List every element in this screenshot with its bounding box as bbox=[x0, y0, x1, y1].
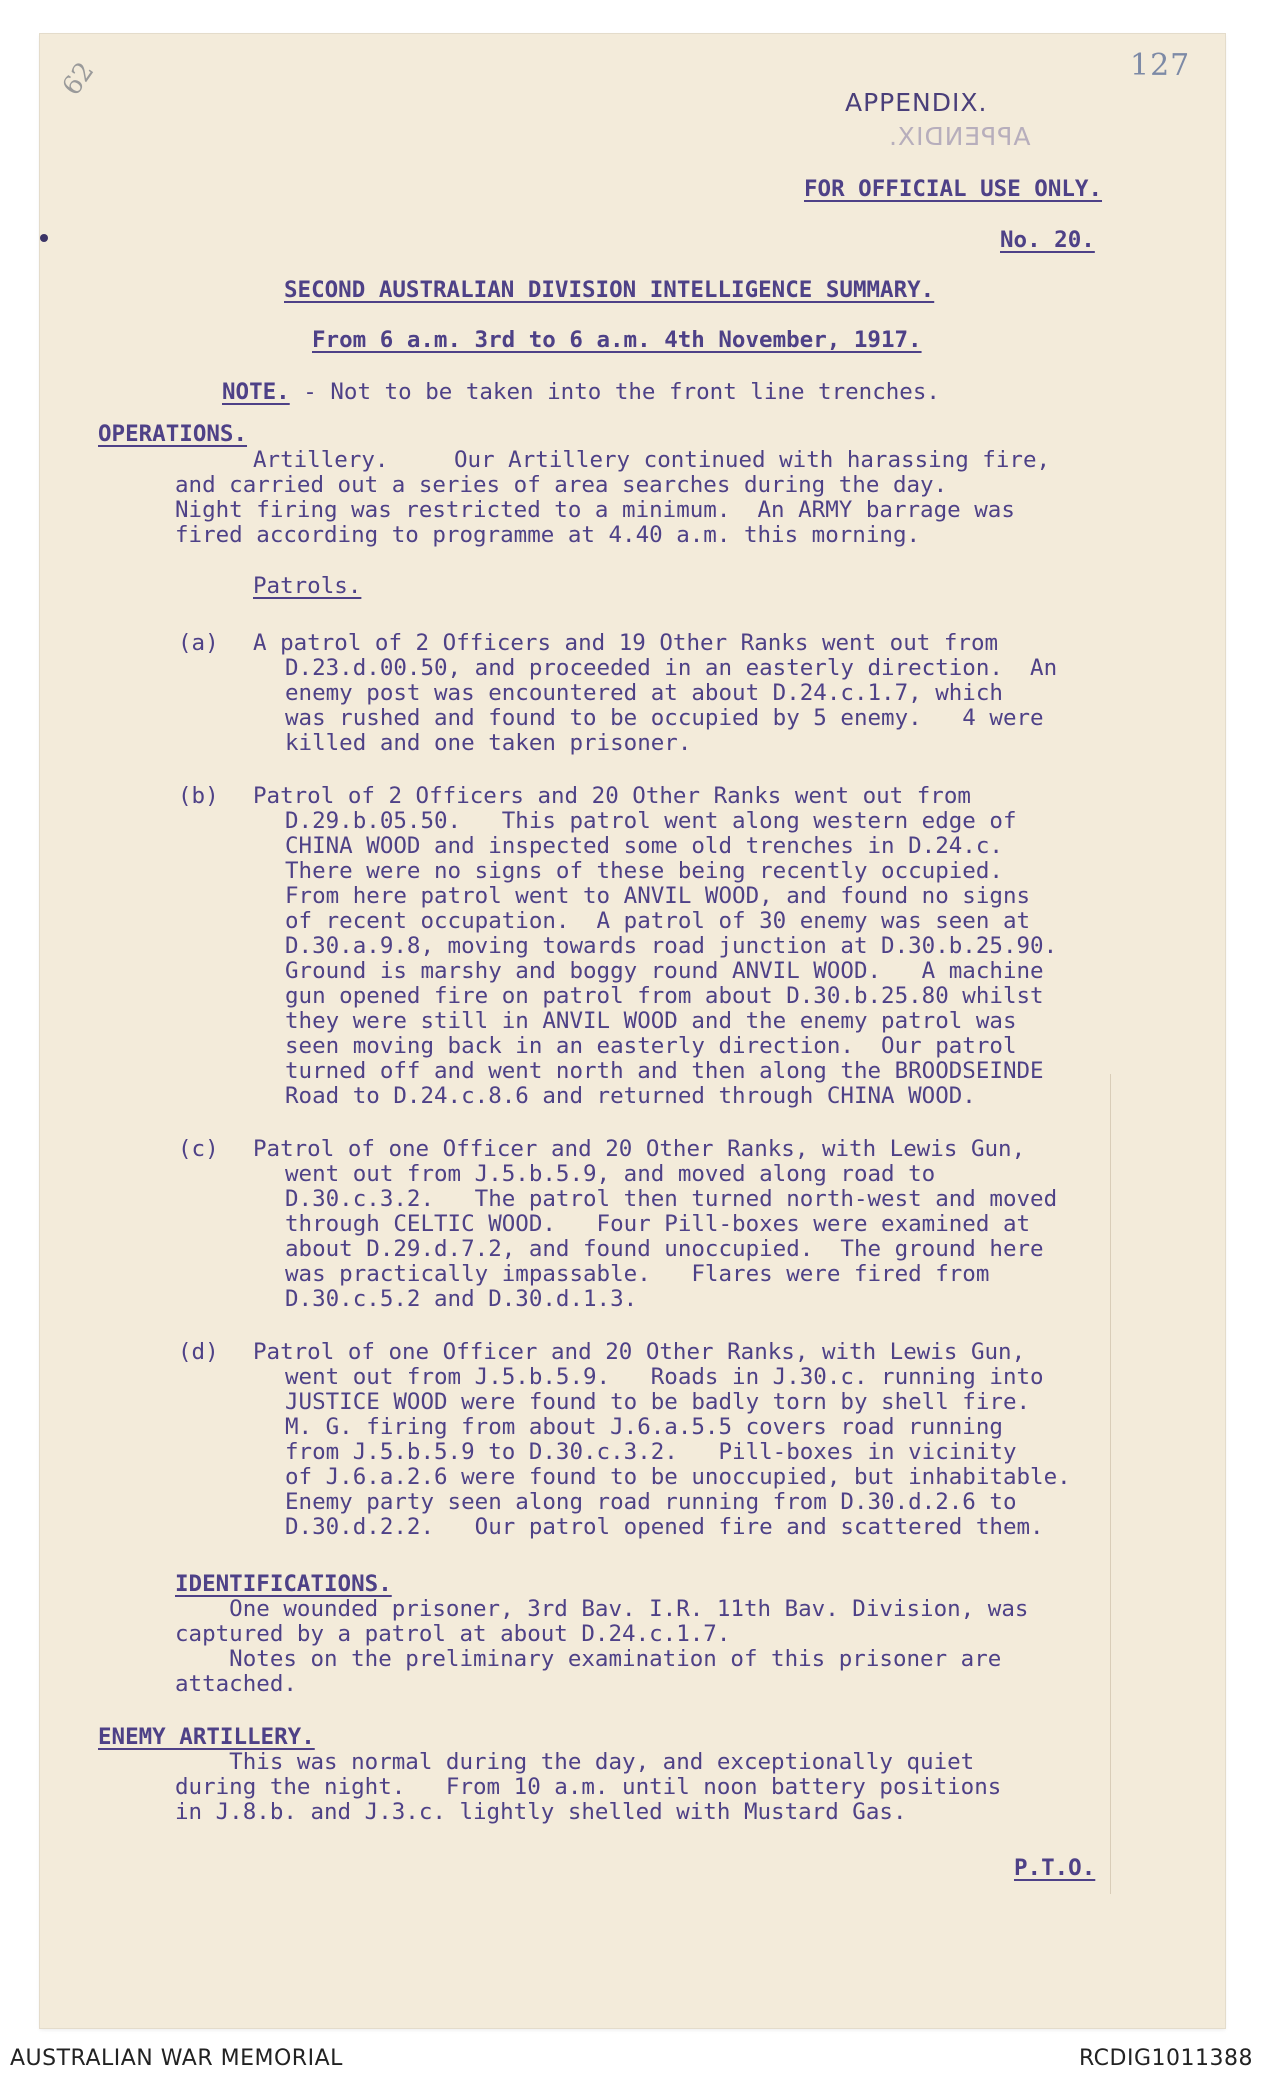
appendix-label: APPENDIX. bbox=[845, 88, 988, 117]
identifications-line: attached. bbox=[175, 1671, 297, 1697]
patrol-c-line: went out from J.5.b.5.9, and moved along road to bbox=[285, 1161, 936, 1187]
patrol-d-line: Patrol of one Officer and 20 Other Ranks, with Lewis Gun, bbox=[253, 1339, 1026, 1365]
patrols-heading: Patrols. bbox=[253, 573, 362, 599]
appendix-mirror-impression: APPENDIX. bbox=[888, 122, 1031, 151]
document-title: SECOND AUSTRALIAN DIVISION INTELLIGENCE SUMMARY. bbox=[284, 277, 935, 303]
patrol-b-line: D.30.a.9.8, moving towards road junction at D.30.b.25.90. bbox=[285, 933, 1058, 959]
patrol-a-line: enemy post was encountered at about D.24.c.1.7, which bbox=[285, 680, 1003, 706]
identifications-heading: IDENTIFICATIONS. bbox=[175, 1571, 392, 1597]
patrol-c-line: Patrol of one Officer and 20 Other Ranks, with Lewis Gun, bbox=[253, 1136, 1026, 1162]
patrol-d-line: JUSTICE WOOD were found to be badly torn by shell fire. bbox=[285, 1389, 1031, 1415]
patrol-b-line: they were still in ANVIL WOOD and the enemy patrol was bbox=[285, 1008, 1017, 1034]
patrol-c-line: about D.29.d.7.2, and found unoccupied. The ground here bbox=[285, 1236, 1044, 1262]
patrol-d-line: of J.6.a.2.6 were found to be unoccupied, but inhabitable. bbox=[285, 1464, 1071, 1490]
enemy-artillery-line: in J.8.b. and J.3.c. lightly shelled with Mustard Gas. bbox=[175, 1799, 907, 1825]
please-turn-over: P.T.O. bbox=[1014, 1855, 1096, 1881]
note bbox=[222, 380, 940, 405]
patrol-b-line: seen moving back in an easterly direction. Our patrol bbox=[285, 1033, 1017, 1059]
identifications-line: captured by a patrol at about D.24.c.1.7. bbox=[175, 1621, 731, 1647]
patrol-d-line: went out from J.5.b.5.9. Roads in J.30.c. running into bbox=[285, 1364, 1044, 1390]
document-page bbox=[40, 34, 1225, 2028]
patrol-a-line: killed and one taken prisoner. bbox=[285, 730, 692, 756]
footer-reference: RCDIG1011388 bbox=[1078, 2046, 1253, 2071]
patrol-b-line: There were no signs of these being recently occupied. bbox=[285, 858, 1003, 884]
classification: FOR OFFICIAL USE ONLY. bbox=[804, 176, 1103, 202]
patrol-c-line: through CELTIC WOOD. Four Pill-boxes were examined at bbox=[285, 1211, 1031, 1237]
patrol-b-line: Road to D.24.c.8.6 and returned through CHINA WOOD. bbox=[285, 1083, 976, 1109]
note-text: - Not to be taken into the front line trenches. bbox=[289, 379, 940, 405]
patrol-c-label: (c) bbox=[178, 1136, 219, 1162]
patrol-a-line: D.23.d.00.50, and proceeded in an easterly direction. An bbox=[285, 655, 1058, 681]
artillery-line: Night firing was restricted to a minimum. An ARMY barrage was bbox=[175, 497, 1015, 523]
patrol-b-label: (b) bbox=[178, 783, 219, 809]
punch-mark bbox=[40, 234, 48, 242]
patrol-a-line: was rushed and found to be occupied by 5 enemy. 4 were bbox=[285, 705, 1044, 731]
patrol-b-line: D.29.b.05.50. This patrol went along western edge of bbox=[285, 808, 1017, 834]
patrol-d-label: (d) bbox=[178, 1339, 219, 1365]
artillery-line: and carried out a series of area searches during the day. bbox=[175, 472, 948, 498]
summary-number: No. 20. bbox=[1000, 227, 1095, 253]
patrol-d-line: M. G. firing from about J.6.a.5.5 covers road running bbox=[285, 1414, 1003, 1440]
patrol-b-line: turned off and went north and then along the BROODSEINDE bbox=[285, 1058, 1044, 1084]
patrol-c-line: D.30.c.3.2. The patrol then turned north-west and moved bbox=[285, 1186, 1058, 1212]
enemy-artillery-line: during the night. From 10 a.m. until noon battery positions bbox=[175, 1774, 1002, 1800]
footer-source: AUSTRALIAN WAR MEMORIAL bbox=[10, 2046, 343, 2071]
patrol-b-line: CHINA WOOD and inspected some old trenches in D.24.c. bbox=[285, 833, 1003, 859]
patrol-a-label: (a) bbox=[178, 630, 219, 656]
patrol-d-line: from J.5.b.5.9 to D.30.c.3.2. Pill-boxes in vicinity bbox=[285, 1439, 1017, 1465]
enemy-artillery-heading: ENEMY ARTILLERY. bbox=[98, 1724, 315, 1750]
patrol-b-line: Patrol of 2 Officers and 20 Other Ranks went out from bbox=[253, 783, 971, 809]
artillery-label: Artillery. bbox=[253, 447, 389, 473]
patrol-b-line: From here patrol went to ANVIL WOOD, and found no signs bbox=[285, 883, 1031, 909]
paper-fold-line bbox=[1110, 1074, 1111, 1894]
patrol-c-line: D.30.c.5.2 and D.30.d.1.3. bbox=[285, 1286, 638, 1312]
pencil-page-number: 62 bbox=[56, 56, 101, 102]
patrol-c-line: was practically impassable. Flares were fired from bbox=[285, 1261, 990, 1287]
period: From 6 a.m. 3rd to 6 a.m. 4th November, 1917. bbox=[312, 327, 922, 353]
patrol-b-line: Ground is marshy and boggy round ANVIL WOOD. A machine bbox=[285, 958, 1044, 984]
patrol-b-line: of recent occupation. A patrol of 30 enemy was seen at bbox=[285, 908, 1031, 934]
artillery-line: Our Artillery continued with harassing fire, bbox=[454, 447, 1051, 473]
patrol-a-line: A patrol of 2 Officers and 19 Other Ranks went out from bbox=[253, 630, 999, 656]
patrol-d-line: Enemy party seen along road running from D.30.d.2.6 to bbox=[285, 1489, 1017, 1515]
patrol-d-line: D.30.d.2.2. Our patrol opened fire and scattered them. bbox=[285, 1514, 1044, 1540]
identifications-line: One wounded prisoner, 3rd Bav. I.R. 11th Bav. Division, was bbox=[175, 1596, 1029, 1622]
folio-number: 127 bbox=[1130, 48, 1191, 83]
note-label: NOTE. bbox=[222, 379, 290, 405]
operations-heading: OPERATIONS. bbox=[98, 421, 248, 447]
enemy-artillery-line: This was normal during the day, and exceptionally quiet bbox=[175, 1749, 975, 1775]
patrol-b-line: gun opened fire on patrol from about D.30.b.25.80 whilst bbox=[285, 983, 1044, 1009]
identifications-line: Notes on the preliminary examination of this prisoner are bbox=[175, 1646, 1002, 1672]
artillery-line: fired according to programme at 4.40 a.m. this morning. bbox=[175, 522, 921, 548]
